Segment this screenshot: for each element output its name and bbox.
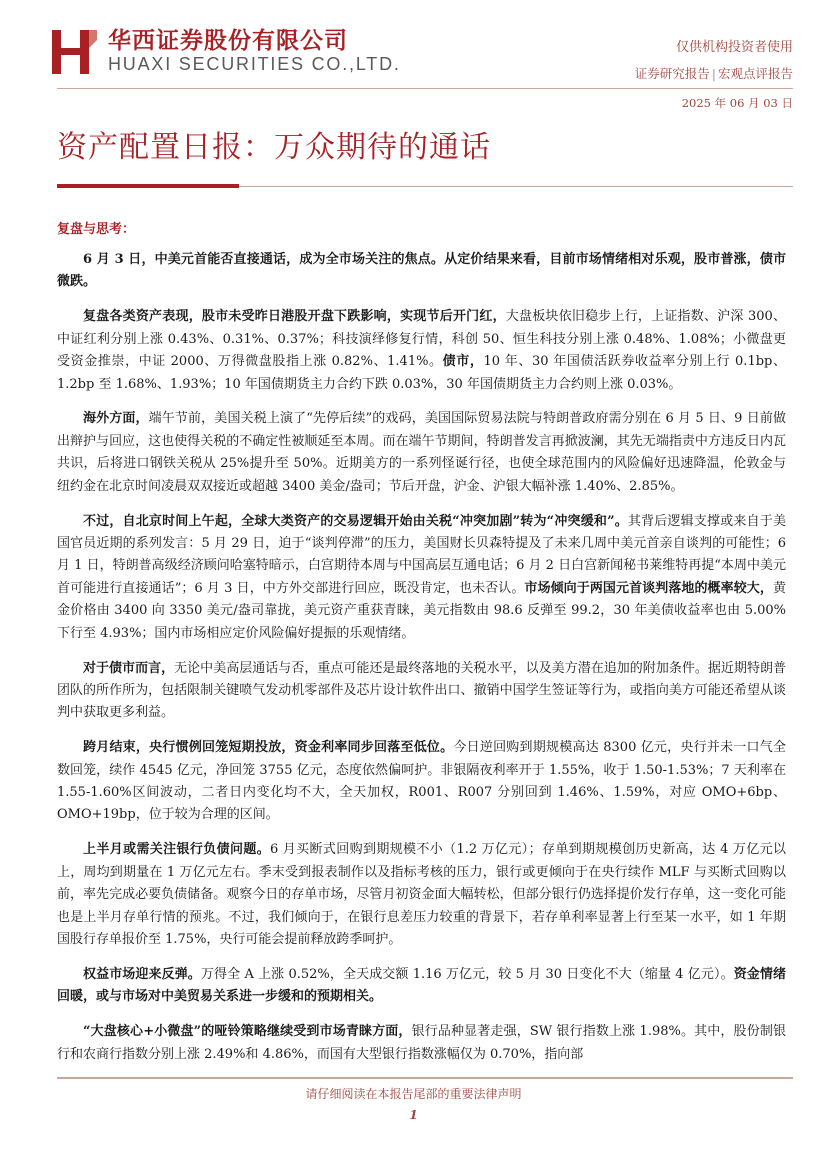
tag-separator: | bbox=[711, 66, 716, 81]
report-category: 证券研究报告 bbox=[634, 66, 710, 81]
page-number: 1 bbox=[409, 1108, 418, 1122]
paragraph-text: 黄金价格由 3400 向 3350 美元/盎司靠拢，美元资产重获青睐，美元指数由 98.6 反弹至 99.2，30 年美债收益率也由 5.00%下行至 4.93%；国内市场相应定价风险偏好提振的乐观情绪。 bbox=[57, 580, 786, 641]
paragraph-emphasis: 海外方面， bbox=[83, 411, 149, 427]
paragraph-text: 今日逆回购到期规模高达 8300 亿元，央行并未一口气全数回笼，续作 4545 亿元，净回笼 3755 亿元，态度依然偏呵护。非银隔夜利率开于 1.55%，收于 1.50-1.53%；7 天利率在 1.55-1.60%区间波动，二者日内变化均不大，全天加权，R001、R007 分别回到 1.46%、1.59%，对应 OMO+6bp、OMO+19bp，位于较为合理的区间。 bbox=[57, 740, 786, 823]
paragraph bbox=[57, 306, 786, 396]
paragraph-text: 6 月买断式回购到期规模不小（1.2 万亿元）；存单到期规模创历史新高，达 4 万亿元以上，周均到期量在 1 万亿元左右。季末受到报表制作以及指标考核的压力，银行或更倾向于在央行续作 MLF 与买断式回购以前，率先完成必要负债储备。观察今日的存单市场，尽管月初资金面大幅转松，但部分银行仍选择提价发行存单，这一变化可能也是上半月存单行情的预兆。不过，我们倾向于，在银行息差压力较重的背景下，若存单利率显著上行至某一水平，如 1 年期国股行存单报价至 1.75%，央行可能会提前释放跨季呵护。 bbox=[57, 842, 786, 947]
paragraph-emphasis: “大盘核心+小微盘”的哑铃策略继续受到市场青睐方面， bbox=[83, 1024, 412, 1040]
report-date: 2025 年 06 月 03 日 bbox=[681, 96, 793, 110]
paragraph bbox=[57, 658, 786, 725]
paragraph-emphasis: 不过，自北京时间上午起，全球大类资产的交易逻辑开始由关税“冲突加剧”转为“冲突缓和”。 bbox=[83, 513, 628, 529]
huaxi-logo-icon bbox=[50, 26, 98, 76]
company-name-cn: 华西证券股份有限公司 bbox=[108, 28, 348, 54]
paragraph-emphasis: 跨月结束，央行惯例回笼短期投放，资金利率同步回落至低位。 bbox=[83, 740, 454, 756]
audience-tag: 仅供机构投资者使用 bbox=[675, 40, 793, 55]
report-type-tags bbox=[635, 64, 793, 82]
report-title: 资产配置日报：万众期待的通话 bbox=[57, 130, 491, 165]
paragraph-emphasis: 债市， bbox=[442, 354, 484, 370]
paragraph bbox=[57, 408, 786, 498]
title-divider bbox=[239, 186, 793, 187]
paragraph-text: 万得全 A 上涨 0.52%，全天成交额 1.16 万亿元，较 5 月 30 日变化不大（缩量 4 亿元）。 bbox=[200, 966, 734, 982]
paragraph bbox=[57, 964, 786, 1009]
paragraph bbox=[57, 737, 786, 827]
paragraph-emphasis: 对于债市而言， bbox=[83, 660, 175, 676]
paragraph-text: 银行品种显著走强，SW 银行指数上涨 1.98%。其中，股份制银行和农商行指数分别上涨 2.49%和 4.86%，而国有大型银行指数涨幅仅为 0.70%，指向部 bbox=[57, 1024, 786, 1062]
title-accent-bar bbox=[57, 184, 239, 188]
paragraph-emphasis: 市场倾向于两国元首谈判落地的概率较大， bbox=[524, 580, 773, 596]
report-subcategory: 宏观点评报告 bbox=[717, 66, 793, 81]
header-divider bbox=[57, 88, 793, 89]
footer-divider bbox=[57, 1077, 793, 1079]
paragraph-emphasis: 权益市场迎来反弹。 bbox=[83, 966, 201, 982]
paragraph-emphasis: 资金情绪回暖，或与市场对中美贸易关系进一步缓和的预期相关。 bbox=[57, 966, 786, 1005]
paragraph-text: 其背后逻辑支撑或来自于美国官员近期的系列发言：5 月 29 日，迫于“谈判停滞”的压力，美国财长贝森特提及了未来几周中美元首亲自谈判的可能性；6 月 1 日，特朗普高级经济顾问哈塞特暗示，白宫期待本周与中国高层互通电话；6 月 2 日白宫新闻秘书莱维特再提“本周中美元首可能进行直接通话”；6 月 3 日，中方外交部进行回应，既没肯定，也未否认。 bbox=[57, 513, 786, 596]
paragraph-emphasis: 复盘各类资产表现，股市未受昨日港股开盘下跌影响，实现节后开门红， bbox=[83, 309, 506, 325]
paragraph-text: 端午节前，美国关税上演了“先停后续”的戏码，美国国际贸易法院与特朗普政府需分别在 6 月 5 日、9 日前做出辩护与回应，这也使得关税的不确定性被顺延至本周。而在端午节期间，特朗普发言再掀波澜，其先无端指责中方违反日内瓦共识，后将进口钢铁关税从 25%提升至 50%。近期美方的一系列怪诞行径，也使全球范围内的风险偏好迅速降温，伦敦金与纽约金在北京时间凌晨双双接近或超越 3400 美金/盎司；节后开盘，沪金、沪银大幅补涨 1.40%、2.85%。 bbox=[57, 411, 786, 494]
paragraph-text: 10 年、30 年国债活跃券收益率分别上行 0.1bp、1.2bp 至 1.68%、1.93%；10 年国债期货主力合约下跌 0.03%，30 年国债期货主力合约则上涨 0.03%。 bbox=[57, 354, 786, 392]
paragraph bbox=[57, 249, 786, 294]
section-heading: 复盘与思考： bbox=[57, 222, 136, 237]
paragraph-list bbox=[57, 249, 786, 1066]
legal-notice: 请仔细阅读在本报告尾部的重要法律声明 bbox=[305, 1087, 522, 1101]
paragraph bbox=[57, 839, 786, 951]
paragraph-emphasis: 6 月 3 日，中美元首能否直接通话，成为全市场关注的焦点。从定价结果来看，目前市场情绪相对乐观，股市普涨，债市微跌。 bbox=[57, 252, 786, 290]
company-name-en: HUAXI SECURITIES CO.,LTD. bbox=[108, 54, 401, 74]
paragraph bbox=[57, 511, 786, 645]
paragraph-text: 大盘板块依旧稳步上行，上证指数、沪深 300、中证红利分别上涨 0.43%、0.31%、0.37%；科技演绎修复行情，科创 50、恒生科技分别上涨 0.48%、1.08%；小微盘更受资金推崇，中证 2000、万得微盘股指上涨 0.82%、1.41%。 bbox=[57, 309, 786, 370]
report-body bbox=[57, 218, 786, 1079]
paragraph-text: 无论中美高层通话与否，重点可能还是最终落地的关税水平，以及美方潜在追加的附加条件。据近期特朗普团队的所作所为，包括限制关键喷气发动机零部件及芯片设计软件出口、撤销中国学生签证等行为，或指向美方可能还希望从谈判中获取更多利益。 bbox=[57, 660, 786, 721]
paragraph bbox=[57, 1021, 786, 1066]
paragraph-emphasis: 上半月或需关注银行负债问题。 bbox=[83, 842, 271, 858]
